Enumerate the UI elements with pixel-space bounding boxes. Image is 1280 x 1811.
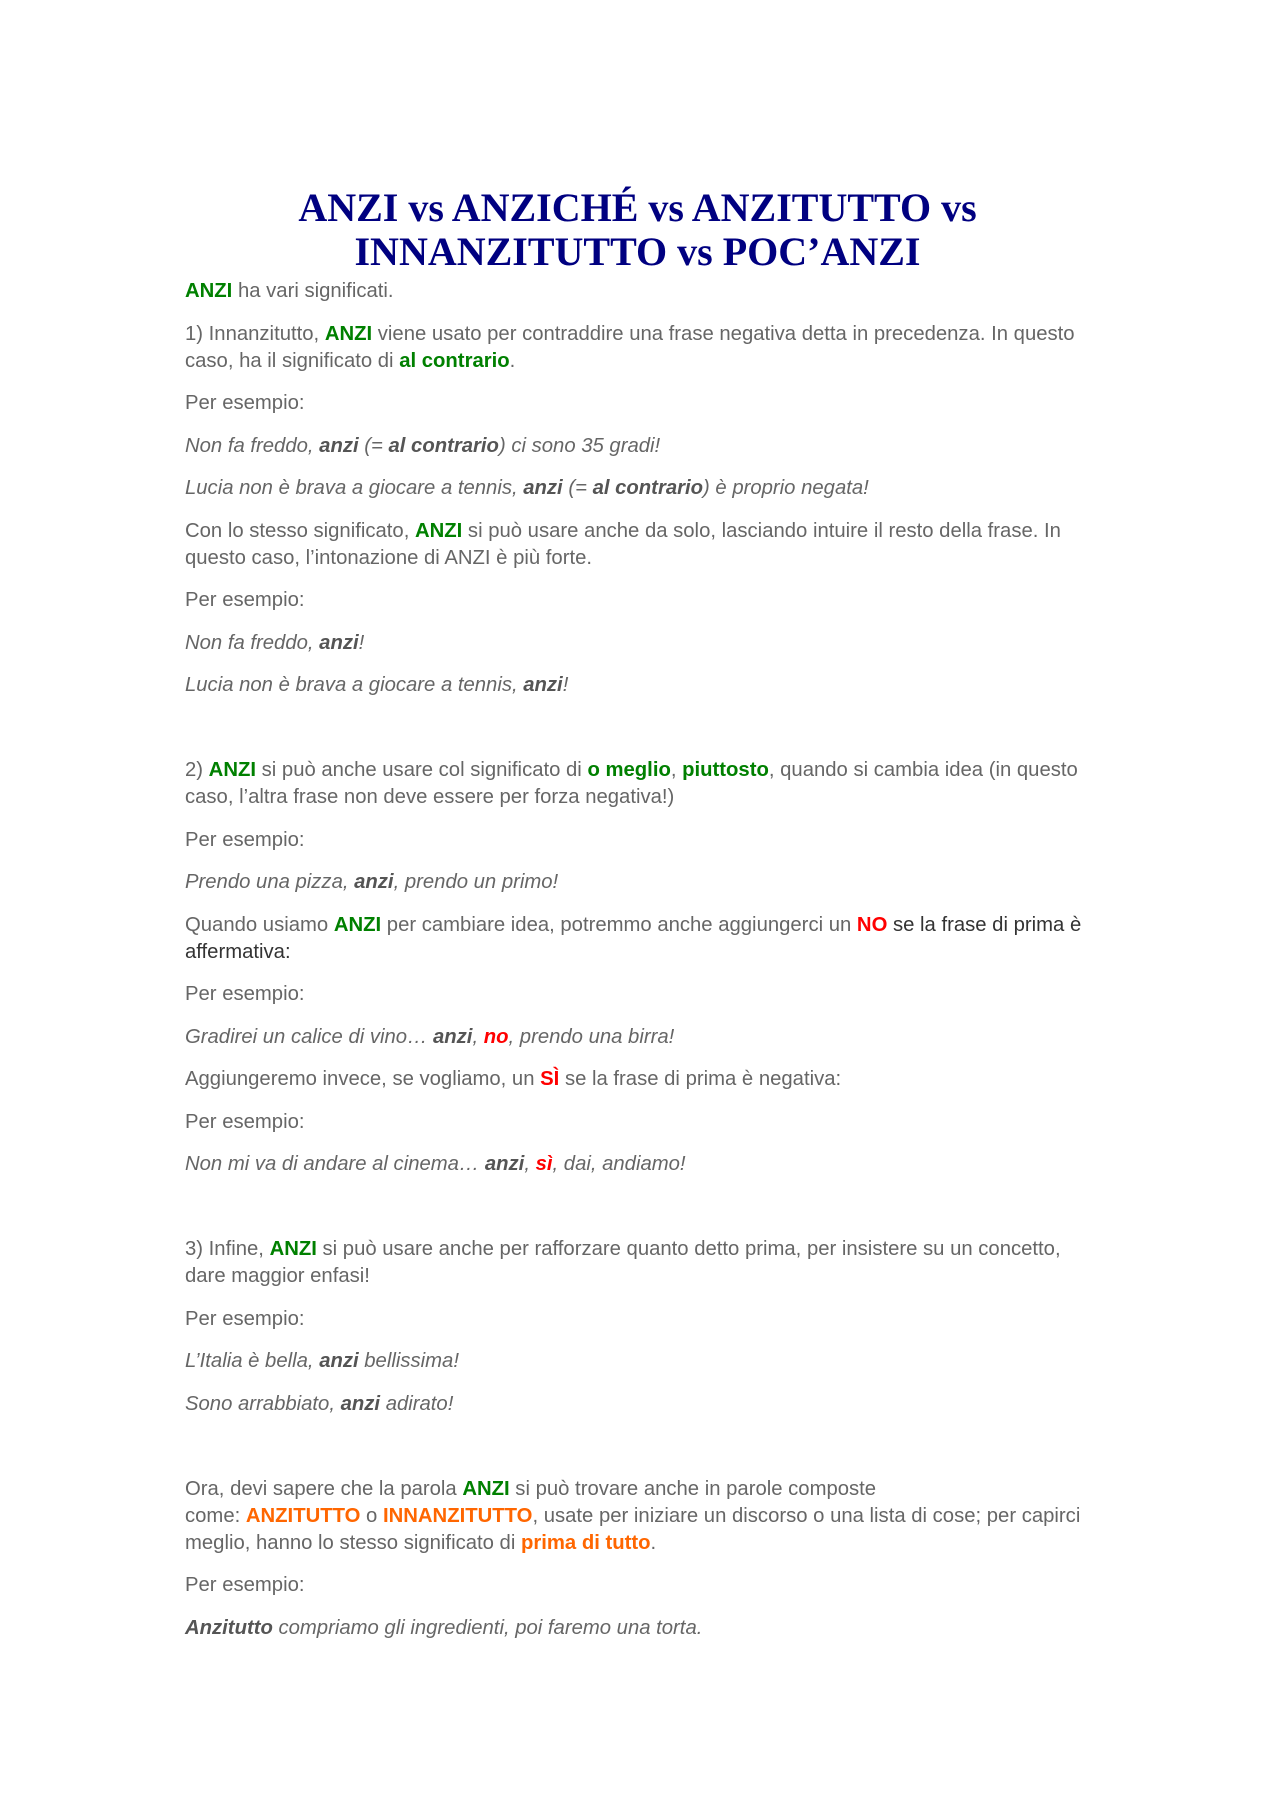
text-run: Per esempio: <box>185 589 305 611</box>
paragraph <box>185 912 1090 966</box>
highlighted-text: anzi <box>484 1153 525 1175</box>
text-run: Per esempio: <box>185 828 305 851</box>
highlighted-text: (= <box>562 477 593 499</box>
highlighted-text: al contrario <box>592 477 704 499</box>
highlighted-text: Non fa freddo, <box>185 434 320 457</box>
highlighted-text: Lucia non è brava a giocare a tennis, <box>185 477 524 499</box>
highlighted-text: ! <box>358 631 365 654</box>
highlighted-text: compriamo gli ingredienti, poi faremo una torta. <box>272 1616 703 1639</box>
text-run: Quando usiamo <box>185 913 334 936</box>
empty-paragraph <box>185 1433 1090 1460</box>
highlighted-text: L’Italia è bella, <box>185 1350 320 1372</box>
paragraph <box>185 1236 1090 1290</box>
text-run: , usate per iniziare un discorso o una lista di cose; per capirci meglio, hanno lo stesso significato di <box>185 1504 1081 1554</box>
paragraph <box>185 587 1090 614</box>
highlighted-text: Lucia non è brava a giocare a tennis, <box>185 674 524 696</box>
highlighted-text: anzi <box>319 1350 359 1372</box>
highlighted-text: Anzitutto <box>185 1616 273 1639</box>
text-run: . <box>509 349 516 372</box>
text-run: o <box>360 1504 383 1527</box>
highlighted-text: (= <box>358 434 389 457</box>
highlighted-text: anzi <box>319 631 359 654</box>
highlighted-text: ANZI <box>333 913 382 936</box>
text-run: viene usato per contraddire una frase negativa detta in precedenza. In questo caso, ha il significato di <box>185 322 1075 372</box>
highlighted-text: Prendo una pizza, <box>185 871 355 893</box>
text-run: . <box>650 1531 657 1554</box>
empty-paragraph <box>185 1194 1090 1221</box>
paragraph <box>185 869 1090 896</box>
highlighted-text: prima di tutto <box>520 1531 651 1554</box>
text-run: , quando si cambia idea (in questo caso, l’altra frase non deve essere per forza negativa!) <box>185 759 1078 808</box>
paragraph <box>185 1476 1090 1557</box>
text-run: se la frase di prima è negativa: <box>559 1068 842 1090</box>
paragraph <box>185 630 1090 657</box>
paragraph <box>185 827 1090 854</box>
paragraph <box>185 1391 1090 1418</box>
text-run: 1) Innanzitutto, <box>185 322 325 345</box>
highlighted-text: piuttosto <box>682 759 769 781</box>
text-run: si può usare anche da solo, lasciando intuire il resto della frase. In questo caso, l’intonazione di ANZI è più forte. <box>185 519 1061 569</box>
highlighted-text: no <box>483 1025 509 1048</box>
text-run: ha vari significati. <box>232 280 394 302</box>
text-run: Ora, devi sapere che la parola <box>185 1477 463 1500</box>
highlighted-text: sì <box>535 1153 553 1175</box>
highlighted-text: anzi <box>340 1392 381 1415</box>
paragraph <box>185 1024 1090 1051</box>
text-run: Aggiungeremo invece, se vogliamo, un <box>185 1068 541 1090</box>
highlighted-text: ANZI <box>462 1477 510 1500</box>
text-run: Per esempio: <box>185 983 305 1005</box>
paragraph <box>185 1066 1090 1093</box>
text-run: Per esempio: <box>185 1110 305 1133</box>
paragraph <box>185 433 1090 460</box>
highlighted-text: Gradirei un calice di vino… <box>185 1025 433 1048</box>
highlighted-text: Sono arrabbiato, <box>185 1392 341 1415</box>
paragraphs <box>185 278 1090 1642</box>
highlighted-text: o meglio <box>587 759 671 781</box>
highlighted-text: ANZI <box>414 519 463 542</box>
highlighted-text: ANZI <box>185 280 233 302</box>
paragraph <box>185 757 1090 811</box>
highlighted-text: adirato! <box>380 1392 454 1415</box>
text-run: per cambiare idea, potremmo anche aggiungerci un <box>381 913 857 936</box>
paragraph <box>185 475 1090 502</box>
highlighted-text: anzi <box>523 477 563 499</box>
title-line-2: INNANZITUTTO vs POC’ANZI <box>354 229 921 274</box>
highlighted-text: , <box>472 1025 484 1048</box>
text-run: Per esempio: <box>185 1574 305 1596</box>
highlighted-text: anzi <box>319 434 359 457</box>
highlighted-text: Non fa freddo, <box>185 631 320 654</box>
highlighted-text: ANZI <box>324 322 373 345</box>
highlighted-text: ANZI <box>208 759 256 781</box>
highlighted-text: al contrario <box>388 434 499 457</box>
highlighted-text: , prendo una birra! <box>508 1025 675 1048</box>
highlighted-text: INNANZITUTTO <box>382 1504 533 1527</box>
highlighted-text: anzi <box>523 674 563 696</box>
highlighted-text: ANZITUTTO <box>245 1504 361 1527</box>
paragraph <box>185 1348 1090 1375</box>
text-run: Per esempio: <box>185 1307 305 1330</box>
title-line-1: ANZI vs ANZICHÉ vs ANZITUTTO vs <box>298 185 977 230</box>
highlighted-text: ) ci sono 35 gradi! <box>498 434 661 457</box>
paragraph <box>185 1572 1090 1599</box>
text-run: , <box>670 759 683 781</box>
highlighted-text: NO <box>856 913 888 936</box>
highlighted-text: SÌ <box>540 1068 560 1090</box>
text-run: 2) <box>185 759 209 781</box>
paragraph <box>185 672 1090 699</box>
text-run: Per esempio: <box>185 392 305 414</box>
paragraph <box>185 981 1090 1008</box>
highlighted-text: anzi <box>354 871 394 893</box>
highlighted-text: , prendo un primo! <box>393 871 559 893</box>
highlighted-text: ANZI <box>269 1238 317 1260</box>
highlighted-text: ! <box>562 674 569 696</box>
document-body <box>185 186 1090 1657</box>
text-run: si può usare anche per rafforzare quanto detto prima, per insistere su un concetto, dare maggior enfasi! <box>185 1238 1061 1287</box>
highlighted-text: al contrario <box>399 349 510 372</box>
page-title <box>185 186 1090 274</box>
text-run: Con lo stesso significato, <box>185 519 415 542</box>
paragraph <box>185 321 1090 375</box>
text-run: 3) Infine, <box>185 1238 270 1260</box>
text-run: come: <box>185 1504 246 1527</box>
highlighted-text: ) è proprio negata! <box>703 477 869 499</box>
paragraph <box>185 518 1090 572</box>
paragraph <box>185 1109 1090 1136</box>
highlighted-text: , dai, andiamo! <box>552 1153 686 1175</box>
paragraph <box>185 1151 1090 1178</box>
empty-paragraph <box>185 715 1090 742</box>
highlighted-text: bellissima! <box>358 1350 459 1372</box>
text-run: si può trovare anche in parole composte <box>509 1477 877 1500</box>
paragraph <box>185 1306 1090 1333</box>
paragraph <box>185 1615 1090 1642</box>
highlighted-text: se la frase di prima è affermativa: <box>185 913 1082 963</box>
highlighted-text: , <box>524 1153 536 1175</box>
paragraph <box>185 278 1090 305</box>
highlighted-text: anzi <box>433 1025 473 1048</box>
highlighted-text: Non mi va di andare al cinema… <box>185 1153 485 1175</box>
paragraph <box>185 390 1090 417</box>
text-run: si può anche usare col significato di <box>256 759 588 781</box>
